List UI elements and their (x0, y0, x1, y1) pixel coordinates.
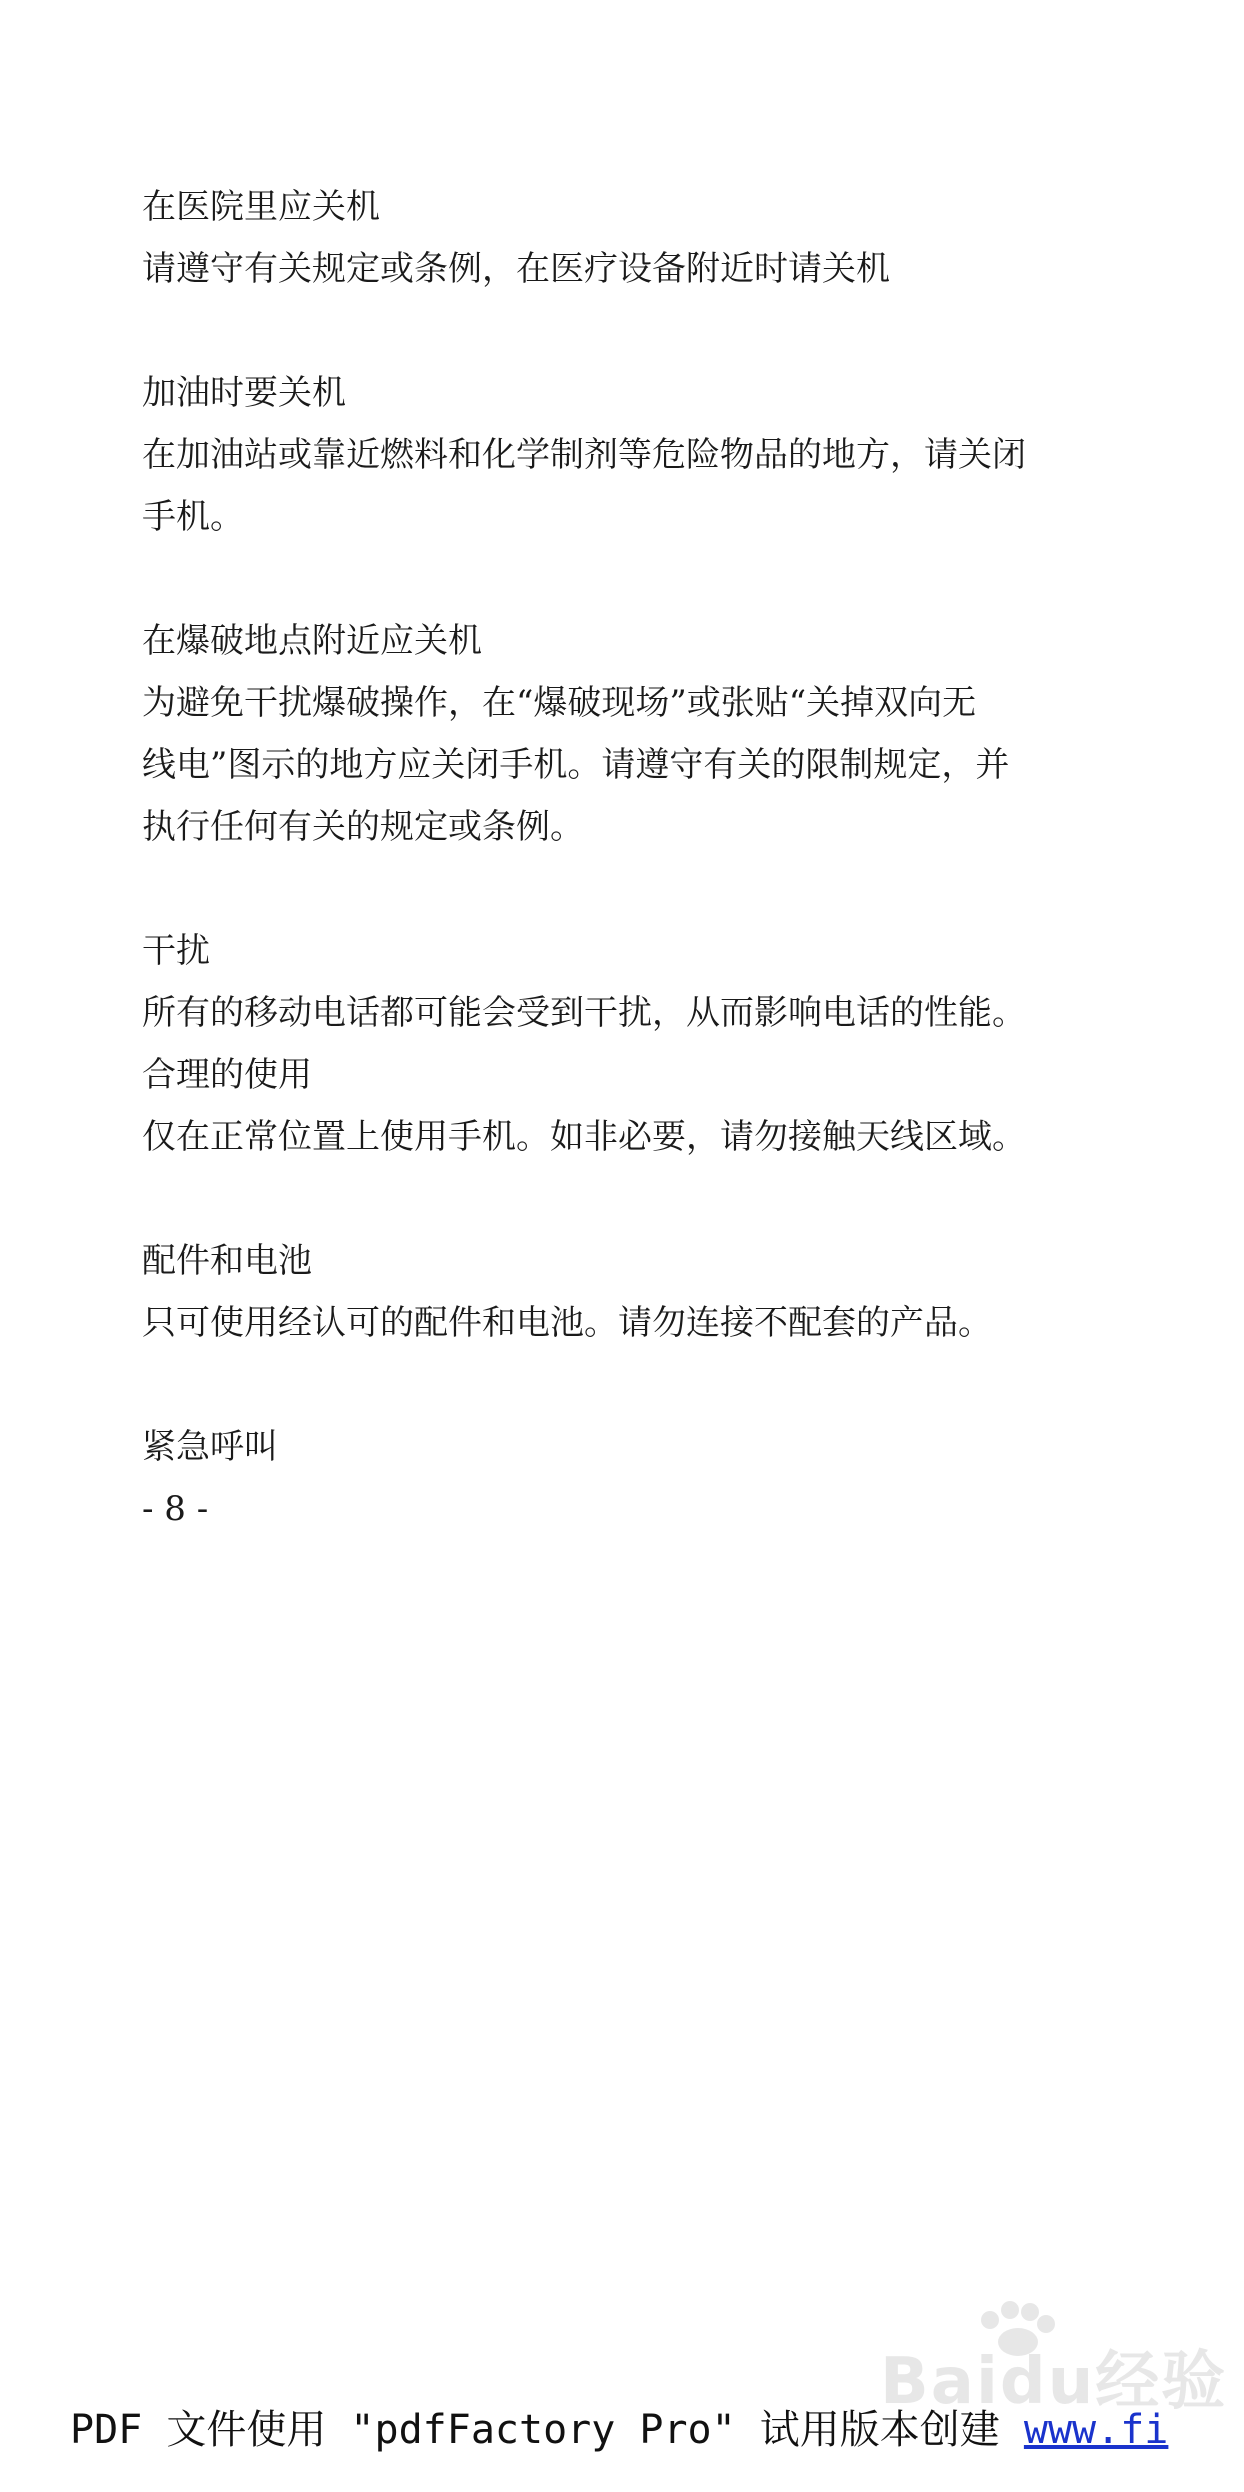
section-heading: 配件和电池 (142, 1241, 312, 1281)
baidu-watermark (880, 2290, 1228, 2419)
paragraph-gap (142, 1168, 1102, 1230)
paragraph-gap (142, 858, 1102, 920)
paragraph-gap (142, 300, 1102, 362)
footer-link[interactable]: www.fi (1023, 2407, 1169, 2453)
section-heading: 干扰 (142, 931, 210, 971)
section-text: 线电”图示的地方应关闭手机。请遵守有关的限制规定，并 (142, 745, 1010, 785)
section-text: 只可使用经认可的配件和电池。请勿连接不配套的产品。 (142, 1303, 992, 1343)
section-text: 为避免干扰爆破操作，在“爆破现场”或张贴“关掉双向无 (142, 683, 977, 723)
section-heading: 加油时要关机 (142, 373, 346, 413)
watermark-text: Baidu经验 (880, 2345, 1228, 2419)
page-number: - 8 - (142, 1489, 209, 1529)
section-text: 仅在正常位置上使用手机。如非必要，请勿接触天线区域。 (142, 1117, 1026, 1157)
section-heading: 在爆破地点附近应关机 (142, 621, 482, 661)
footer-text: PDF 文件使用 "pdfFactory Pro" 试用版本创建 (70, 2407, 1024, 2453)
section-heading: 紧急呼叫 (142, 1427, 278, 1467)
section-text: 执行任何有关的规定或条例。 (142, 807, 584, 847)
paragraph-gap (142, 1354, 1102, 1416)
section-text: 手机。 (142, 497, 244, 537)
section-text: 请遵守有关规定或条例，在医疗设备附近时请关机 (142, 249, 890, 289)
paragraph-gap (142, 548, 1102, 610)
section-heading: 合理的使用 (142, 1055, 312, 1095)
section-text: 所有的移动电话都可能会受到干扰，从而影响电话的性能。 (142, 993, 1026, 1033)
document-body (142, 176, 1102, 1574)
pdf-footer (70, 2400, 1244, 2460)
section-heading: 在医院里应关机 (142, 187, 380, 227)
section-text: 在加油站或靠近燃料和化学制剂等危险物品的地方，请关闭 (142, 435, 1026, 475)
